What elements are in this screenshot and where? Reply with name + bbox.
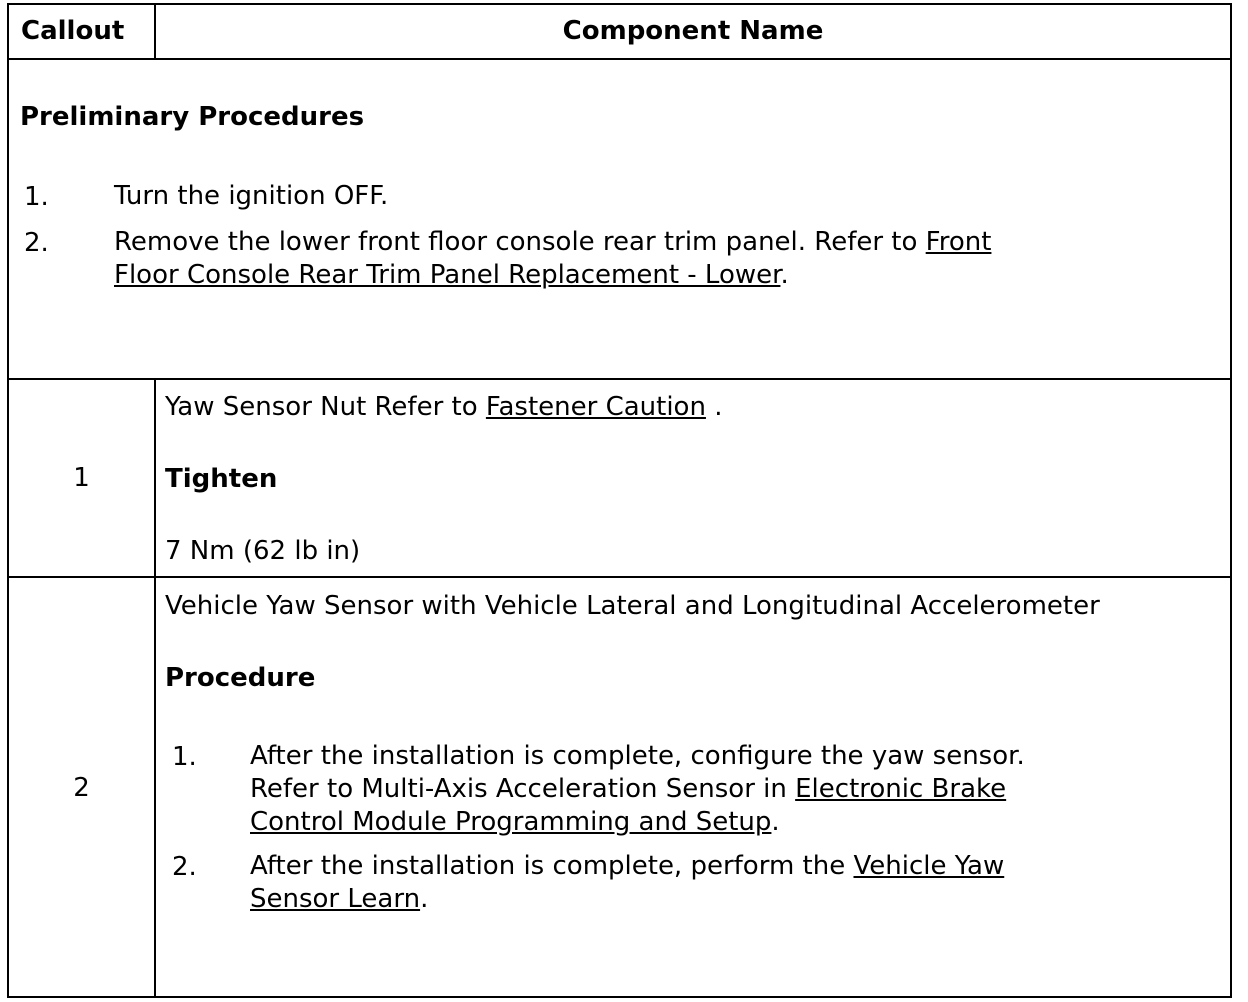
component-name: Vehicle Yaw Sensor with Vehicle Lateral and Longitudinal Accelerometer	[165, 591, 1100, 621]
callout-column-header: Callout	[9, 5, 156, 58]
prelim-step-1-text: Turn the ignition OFF.	[114, 181, 389, 211]
component-name	[165, 392, 722, 422]
procedure-heading: Procedure	[165, 663, 316, 693]
prelim-step-2-text-before: Remove the lower front floor console rear trim panel. Refer to	[114, 227, 926, 257]
table-header	[9, 5, 1230, 60]
tighten-heading: Tighten	[165, 464, 278, 494]
table-row	[9, 578, 1230, 998]
callout-number: 1	[9, 380, 156, 576]
procedure-step-1-number: 1.	[172, 742, 197, 772]
procedure-step-2-number: 2.	[172, 852, 197, 882]
procedure-step-2-text-before: After the installation is complete, perform the	[250, 851, 854, 881]
fastener-caution-link[interactable]: Fastener Caution	[485, 392, 706, 422]
ebcm-programming-link[interactable]: Electronic Brake Control Module Programming and Setup	[250, 774, 1007, 837]
prelim-step-1-number: 1.	[24, 182, 49, 212]
prelim-step-2-number: 2.	[24, 228, 49, 258]
front-floor-console-trim-link[interactable]: Front Floor Console Rear Trim Panel Replacement - Lower	[114, 227, 992, 290]
procedure-step-1-text-after: .	[771, 807, 780, 837]
prelim-step-2-text-after: .	[780, 260, 789, 290]
component-name-after: .	[705, 392, 723, 422]
component-cell	[156, 380, 1230, 576]
component-name-column-header: Component Name	[562, 16, 824, 46]
callout-number: 2	[9, 578, 156, 998]
prelim-step-2-text	[114, 226, 1054, 292]
procedure-step-1-text	[250, 740, 1065, 839]
component-name-before: Yaw Sensor Nut Refer to	[165, 392, 486, 422]
procedure-step-2-text	[250, 850, 1065, 916]
procedure-step-1-text-before: After the installation is complete, configure the yaw sensor. Refer to Multi-Axis Acceleration Sensor in	[250, 741, 1025, 804]
component-cell	[156, 578, 1230, 998]
torque-value: 7 Nm (62 lb in)	[165, 536, 361, 566]
procedure-step-2-text-after: .	[420, 884, 429, 914]
vehicle-yaw-sensor-learn-link[interactable]: Vehicle Yaw Sensor Learn	[250, 851, 1005, 914]
preliminary-procedures-title: Preliminary Procedures	[20, 102, 365, 132]
preliminary-procedures-section	[9, 60, 1230, 380]
component-table	[7, 3, 1232, 998]
table-row	[9, 380, 1230, 578]
